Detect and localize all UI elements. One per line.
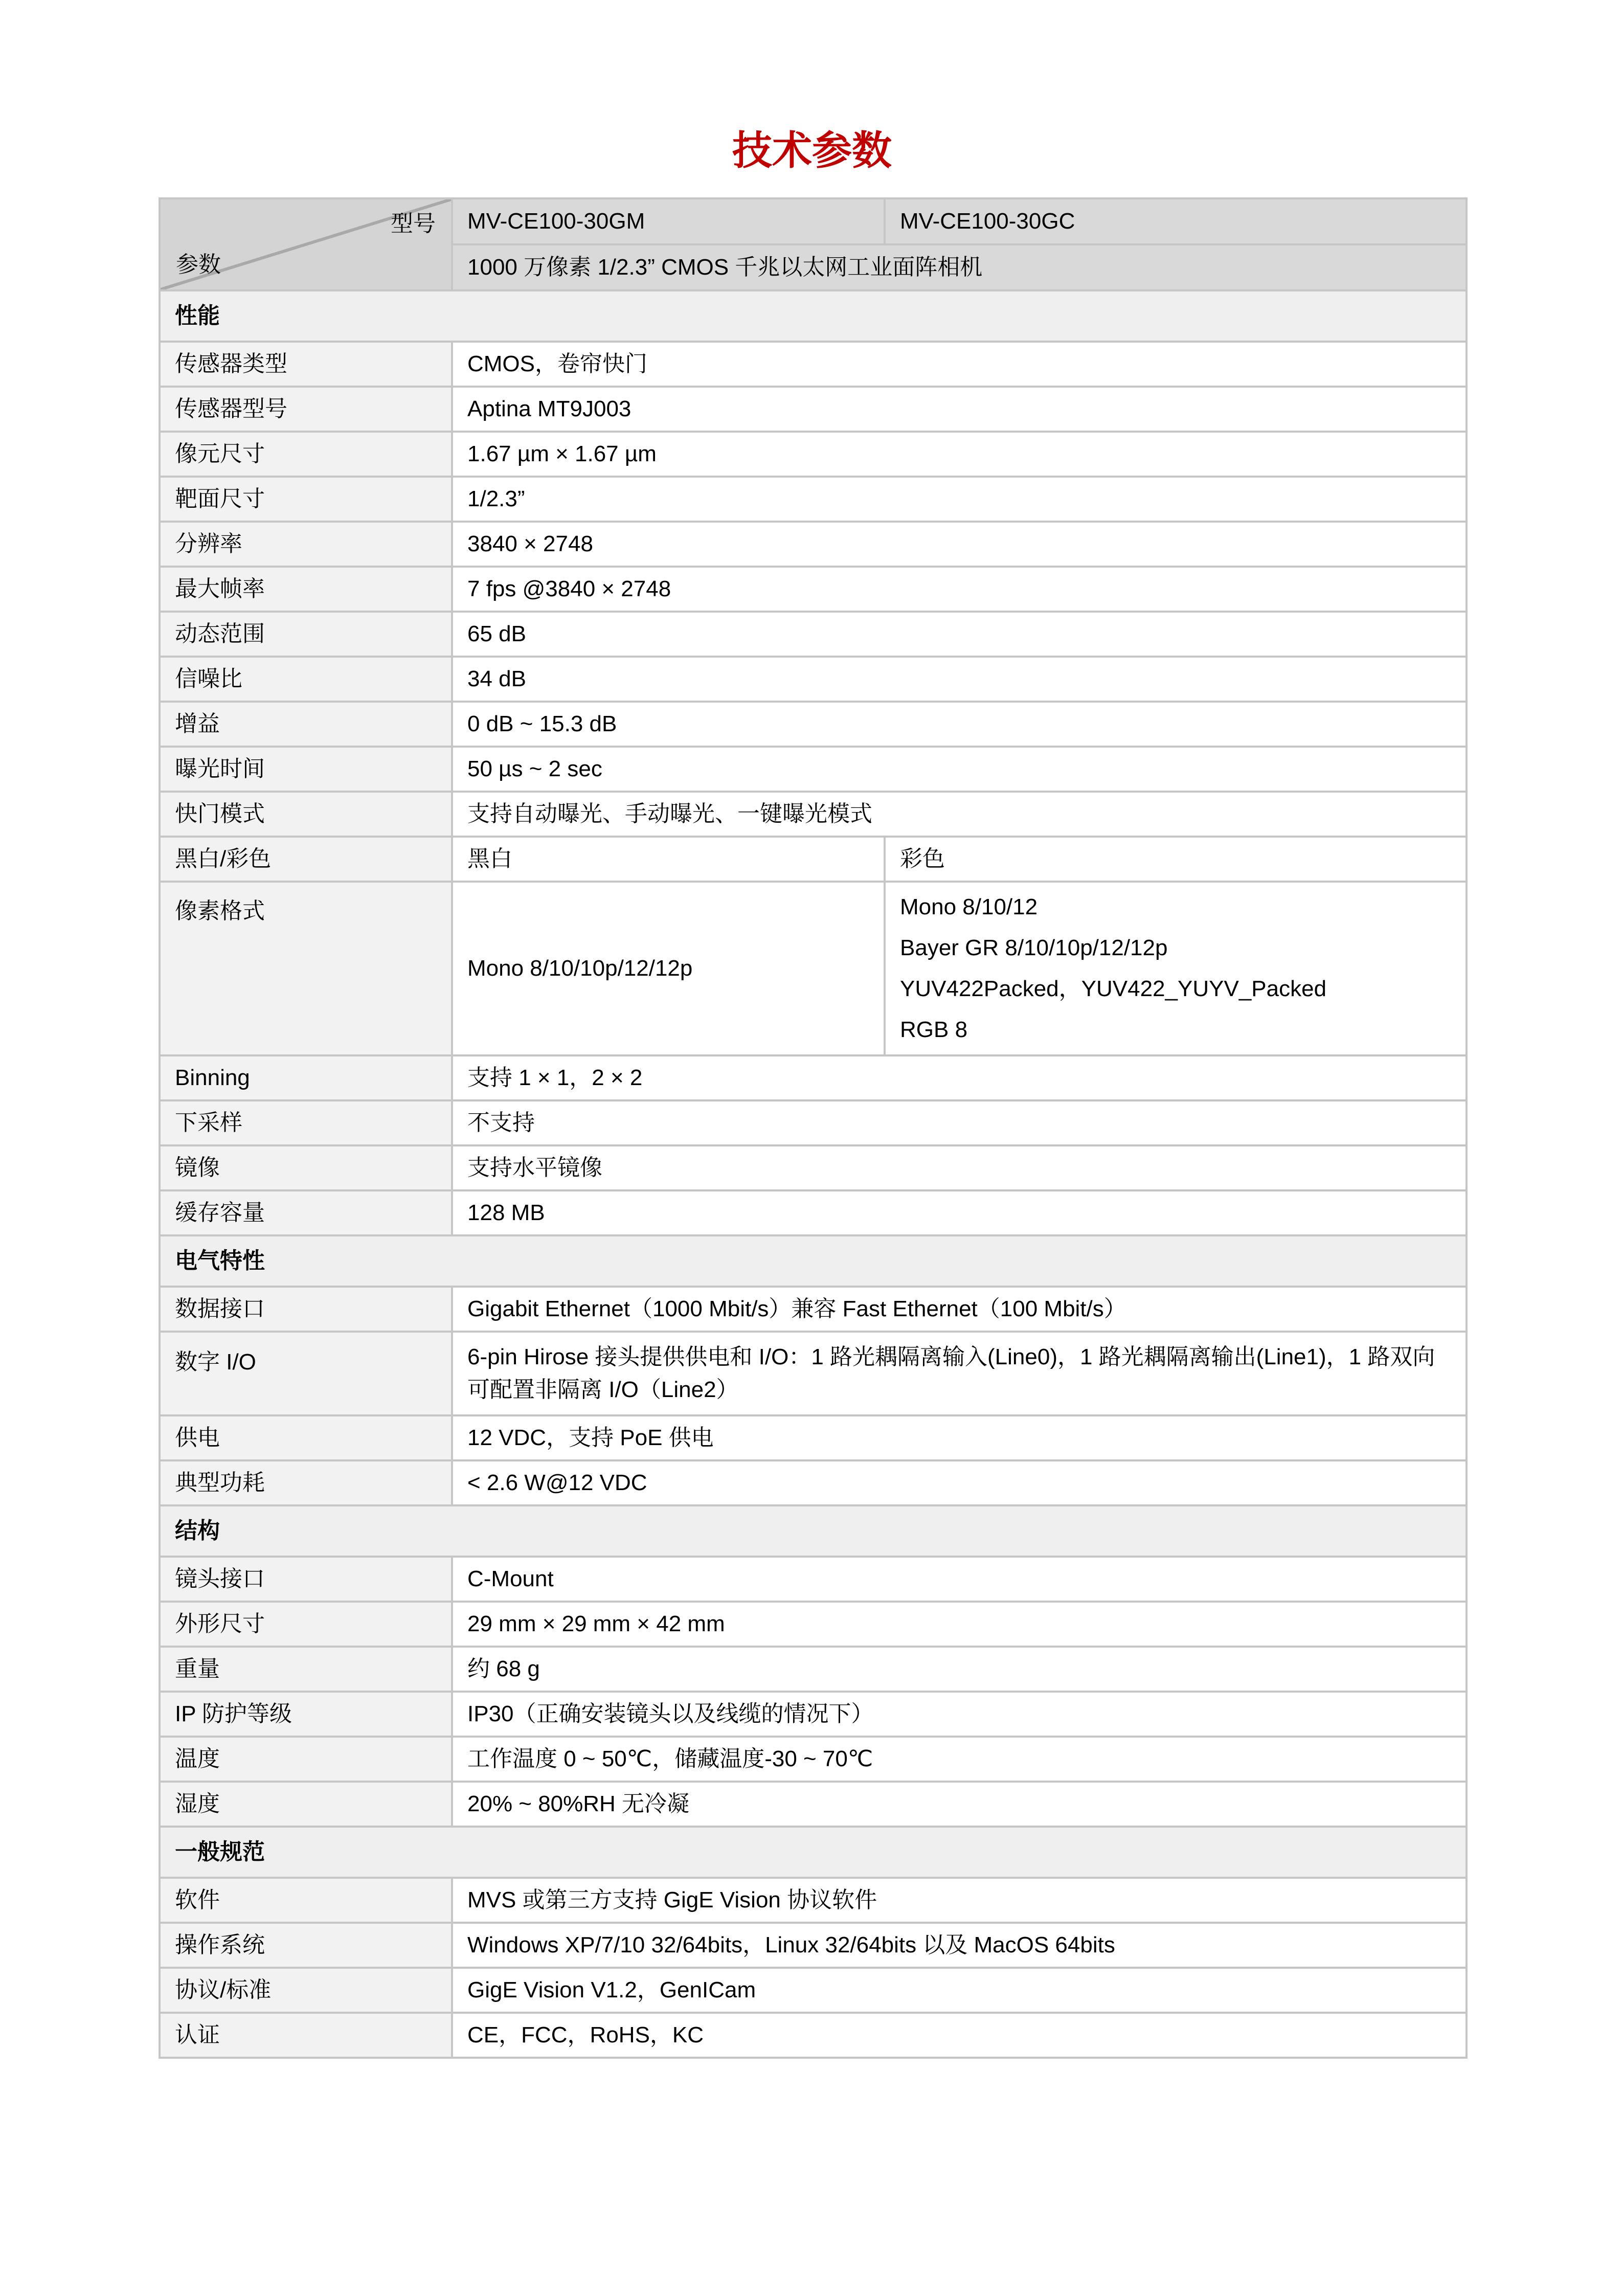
row-label: IP 防护等级: [160, 1692, 452, 1737]
spec-row: [160, 1145, 1467, 1190]
row-value: 支持 1 × 1，2 × 2: [452, 1055, 1467, 1100]
row-value: C-Mount: [452, 1557, 1467, 1602]
spec-row: [160, 747, 1467, 792]
section-row: [160, 1235, 1467, 1287]
row-value: 7 fps @3840 × 2748: [452, 567, 1467, 612]
row-label: 软件: [160, 1878, 452, 1923]
spec-row: [160, 2013, 1467, 2058]
pixel-format-line: YUV422Packed，YUV422_YUYV_Packed: [900, 976, 1327, 1001]
section-row: [160, 1505, 1467, 1557]
row-label: 信噪比: [160, 657, 452, 702]
spec-row: [160, 1782, 1467, 1827]
spec-row: [160, 432, 1467, 477]
section-row: [160, 290, 1467, 342]
row-label: 传感器类型: [160, 342, 452, 387]
row-value: 29 mm × 29 mm × 42 mm: [452, 1602, 1467, 1647]
row-value-mono-formats: Mono 8/10/10p/12/12p: [452, 882, 885, 1055]
row-value: Aptina MT9J003: [452, 387, 1467, 432]
spec-row-digital-io: [160, 1332, 1467, 1415]
row-value: 65 dB: [452, 612, 1467, 657]
row-label: 曝光时间: [160, 747, 452, 792]
spec-row: [160, 1923, 1467, 1968]
row-label: 外形尺寸: [160, 1602, 452, 1647]
spec-row: [160, 1737, 1467, 1782]
corner-label-model: 型号: [391, 211, 436, 236]
row-label: 协议/标准: [160, 1968, 452, 2013]
spec-row: [160, 1557, 1467, 1602]
row-value: CMOS，卷帘快门: [452, 342, 1467, 387]
spec-row: [160, 1190, 1467, 1235]
spec-row: [160, 477, 1467, 522]
section-title-structure: 结构: [160, 1505, 1467, 1557]
row-label: 数字 I/O: [160, 1332, 452, 1415]
row-label: 传感器型号: [160, 387, 452, 432]
row-value: 50 µs ~ 2 sec: [452, 747, 1467, 792]
row-value: 12 VDC，支持 PoE 供电: [452, 1415, 1467, 1460]
spec-row: [160, 1287, 1467, 1332]
row-label: 动态范围: [160, 612, 452, 657]
row-label: 像素格式: [160, 882, 452, 1055]
spec-row: [160, 1878, 1467, 1923]
spec-row: [160, 342, 1467, 387]
model-name-gc: MV-CE100-30GC: [885, 198, 1467, 244]
page-title: 技术参数: [732, 128, 892, 173]
row-label: 数据接口: [160, 1287, 452, 1332]
pixel-format-line: Mono 8/10/12: [900, 894, 1038, 919]
row-label: 温度: [160, 1737, 452, 1782]
spec-row: [160, 1647, 1467, 1692]
row-label: 镜头接口: [160, 1557, 452, 1602]
row-label: 分辨率: [160, 522, 452, 567]
row-label: 黑白/彩色: [160, 837, 452, 882]
row-value: 1.67 µm × 1.67 µm: [452, 432, 1467, 477]
row-value-color-formats: [885, 882, 1467, 1055]
section-title-electrical: 电气特性: [160, 1235, 1467, 1287]
row-label: 最大帧率: [160, 567, 452, 612]
spec-row: [160, 567, 1467, 612]
spec-row: [160, 1415, 1467, 1460]
row-value: 3840 × 2748: [452, 522, 1467, 567]
row-value-color: 彩色: [885, 837, 1467, 882]
spec-row-pixel-format: [160, 882, 1467, 1055]
corner-cell: [160, 198, 452, 290]
row-value: 0 dB ~ 15.3 dB: [452, 702, 1467, 747]
row-label: 增益: [160, 702, 452, 747]
row-label: 供电: [160, 1415, 452, 1460]
row-value: 20% ~ 80%RH 无冷凝: [452, 1782, 1467, 1827]
spec-row: [160, 387, 1467, 432]
row-label: 靶面尺寸: [160, 477, 452, 522]
row-label: Binning: [160, 1055, 452, 1100]
row-label: 下采样: [160, 1100, 452, 1145]
row-value: Windows XP/7/10 32/64bits，Linux 32/64bits 以及 MacOS 64bits: [452, 1923, 1467, 1968]
row-label: 缓存容量: [160, 1190, 452, 1235]
section-title-general: 一般规范: [160, 1827, 1467, 1878]
row-label: 快门模式: [160, 792, 452, 837]
row-value: 1/2.3”: [452, 477, 1467, 522]
spec-row: [160, 1968, 1467, 2013]
spec-row: [160, 1692, 1467, 1737]
row-label: 镜像: [160, 1145, 452, 1190]
spec-row: [160, 1055, 1467, 1100]
row-value: 支持自动曝光、手动曝光、一键曝光模式: [452, 792, 1467, 837]
camera-description: 1000 万像素 1/2.3” CMOS 千兆以太网工业面阵相机: [452, 244, 1467, 290]
spec-row: [160, 657, 1467, 702]
row-value: 支持水平镜像: [452, 1145, 1467, 1190]
row-value: 不支持: [452, 1100, 1467, 1145]
spec-row: [160, 522, 1467, 567]
spec-row: [160, 612, 1467, 657]
row-value: MVS 或第三方支持 GigE Vision 协议软件: [452, 1878, 1467, 1923]
row-value: IP30（正确安装镜头以及线缆的情况下）: [452, 1692, 1467, 1737]
row-value: 128 MB: [452, 1190, 1467, 1235]
corner-label-param: 参数: [176, 252, 221, 277]
section-row: [160, 1827, 1467, 1878]
row-label: 操作系统: [160, 1923, 452, 1968]
row-value: < 2.6 W@12 VDC: [452, 1460, 1467, 1505]
row-value: 约 68 g: [452, 1647, 1467, 1692]
spec-row: [160, 1100, 1467, 1145]
spec-row: [160, 1602, 1467, 1647]
row-value: 34 dB: [452, 657, 1467, 702]
row-value: CE，FCC，RoHS，KC: [452, 2013, 1467, 2058]
row-label: 认证: [160, 2013, 452, 2058]
pixel-format-line: RGB 8: [900, 1017, 968, 1043]
row-label: 湿度: [160, 1782, 452, 1827]
header-row-models: [160, 198, 1467, 244]
spec-table: [159, 197, 1468, 2059]
pixel-format-line: Bayer GR 8/10/10p/12/12p: [900, 935, 1168, 960]
row-value-mono: 黑白: [452, 837, 885, 882]
row-value: GigE Vision V1.2，GenICam: [452, 1968, 1467, 2013]
row-label: 典型功耗: [160, 1460, 452, 1505]
spec-row: [160, 702, 1467, 747]
spec-row: [160, 792, 1467, 837]
row-label: 重量: [160, 1647, 452, 1692]
row-value: 工作温度 0 ~ 50℃，储藏温度-30 ~ 70℃: [452, 1737, 1467, 1782]
row-value: Gigabit Ethernet（1000 Mbit/s）兼容 Fast Ethernet（100 Mbit/s）: [452, 1287, 1467, 1332]
row-label: 像元尺寸: [160, 432, 452, 477]
spec-row-mono-color: [160, 837, 1467, 882]
section-title-performance: 性能: [160, 290, 1467, 342]
spec-row: [160, 1460, 1467, 1505]
model-name-gm: MV-CE100-30GM: [452, 198, 885, 244]
row-value: 6-pin Hirose 接头提供供电和 I/O：1 路光耦隔离输入(Line0)，1 路光耦隔离输出(Line1)，1 路双向可配置非隔离 I/O（Line2）: [452, 1332, 1467, 1415]
